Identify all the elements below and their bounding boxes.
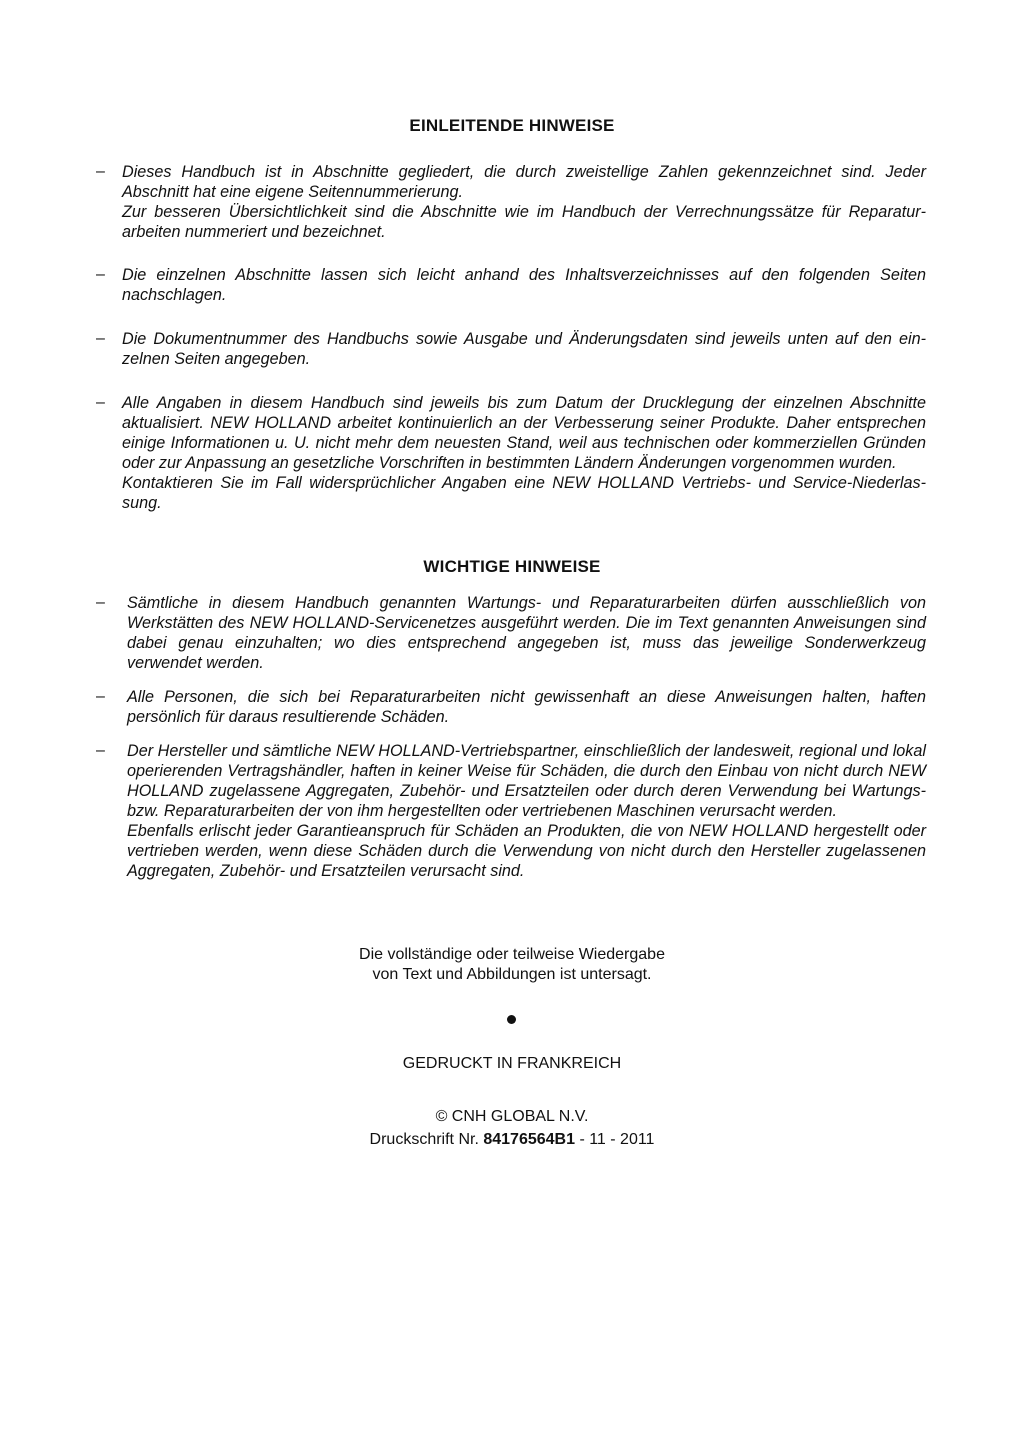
list-dash: – bbox=[96, 330, 105, 347]
paragraph: Alle Personen, die sich bei Reparaturarbeiten nicht gewissenhaft an diese Anweisungen halten, haften persönlich für daraus resultierende Schäden. bbox=[127, 688, 926, 726]
list-dash: – bbox=[96, 394, 105, 411]
printed-in-text: GEDRUCKT IN FRANKREICH bbox=[402, 1055, 622, 1072]
paragraph: Sämtliche in diesem Handbuch genannten Wartungs- und Reparaturarbeiten dürfen ausschließlich von Werkstätten des NEW HOLLAND-Servicenetzes ausgeführt werden. Die im Text genannten Anweisungen sind dabei genau einzuhalten; wo dies entsprechend angegeben ist, muss das jeweilige Sonderwerkzeug verwendet werden. bbox=[127, 594, 926, 672]
document-number-line bbox=[0, 1130, 1024, 1150]
section-heading-einleitende-hinweise: EINLEITENDE HINWEISE bbox=[409, 116, 615, 135]
printed-in bbox=[0, 1054, 1024, 1074]
list-dash: – bbox=[96, 163, 105, 180]
paragraph: Der Hersteller und sämtliche NEW HOLLAND-Vertriebspartner, einschließlich der landesweit, regional und lokal operierenden Vertragshändler, haften in keiner Weise für Schäden, die durch den Einbau von nicht durch NEW HOLLAND zugelassene Aggregaten, Zubehör- und Ersatzteilen oder durch deren Verwendung bei Wartungs- bzw. Reparaturarbeiten der von ihm hergestellten oder vertriebenen Maschinen verursacht werden. bbox=[127, 742, 926, 820]
paragraph: Zur besseren Übersichtlichkeit sind die Abschnitte wie im Handbuch der Verrechnungssätze für Reparaturarbeiten nummeriert und bezeichnet. bbox=[122, 203, 926, 241]
copyright-text: © CNH GLOBAL N.V. bbox=[435, 1108, 589, 1125]
list-dash: – bbox=[96, 742, 105, 759]
list-item bbox=[96, 265, 926, 305]
copyright-block bbox=[0, 1107, 1024, 1150]
paragraph: Die Dokumentnummer des Handbuchs sowie Ausgabe und Änderungsdaten sind jeweils unten auf den einzelnen Seiten angegeben. bbox=[122, 330, 926, 368]
list-dash: – bbox=[96, 688, 105, 705]
paragraph: Alle Angaben in diesem Handbuch sind jeweils bis zum Datum der Drucklegung der einzelnen Abschnitte aktualisiert. NEW HOLLAND arbeitet kontinuierlich an der Verbesserung seiner Produkte. Daher entsprechen einige Informationen u. U. nicht mehr dem neuesten Stand, weil aus technischen oder kommerziellen Gründen oder zur Anpassung an gesetzliche Vorschriften in bestimmten Ländern Änderungen vorgenommen wurden. bbox=[122, 394, 926, 472]
document-number-prefix: Druckschrift Nr. bbox=[369, 1131, 479, 1148]
section-heading-wichtige-hinweise: WICHTIGE HINWEISE bbox=[423, 557, 601, 576]
list-item bbox=[96, 162, 926, 242]
list-item bbox=[96, 393, 926, 513]
document-number-suffix: - 11 - 2011 bbox=[579, 1131, 655, 1148]
bullet-separator-icon bbox=[507, 1015, 516, 1024]
list-dash: – bbox=[96, 266, 105, 283]
list-item bbox=[96, 741, 926, 881]
paragraph: Ebenfalls erlischt jeder Garantieanspruch für Schäden an Produkten, die von NEW HOLLAND hergestellt oder vertrieben werden, wenn diese Schäden durch die Verwendung von nicht durch den Hersteller zugelassenen Aggregaten, Zubehör- und Ersatzteilen verursacht sind. bbox=[127, 822, 926, 880]
document-number: 84176564B1 bbox=[483, 1131, 575, 1148]
notice-line: Die vollständige oder teilweise Wiedergabe bbox=[359, 946, 665, 963]
list-item bbox=[96, 593, 926, 673]
paragraph: Kontaktieren Sie im Fall widersprüchlicher Angaben eine NEW HOLLAND Vertriebs- und Service-Niederlassung. bbox=[122, 474, 926, 512]
list-dash: – bbox=[96, 594, 105, 611]
list-item bbox=[96, 687, 926, 727]
reproduction-notice bbox=[0, 945, 1024, 985]
paragraph: Dieses Handbuch ist in Abschnitte gegliedert, die durch zweistellige Zahlen gekennzeichnet sind. Jeder Abschnitt hat eine eigene Seitennummerierung. bbox=[122, 163, 926, 201]
list-item bbox=[96, 329, 926, 369]
notice-line: von Text und Abbildungen ist untersagt. bbox=[372, 966, 652, 983]
paragraph: Die einzelnen Abschnitte lassen sich leicht anhand des Inhaltsverzeichnisses auf den folgenden Seiten nachschlagen. bbox=[122, 266, 926, 304]
